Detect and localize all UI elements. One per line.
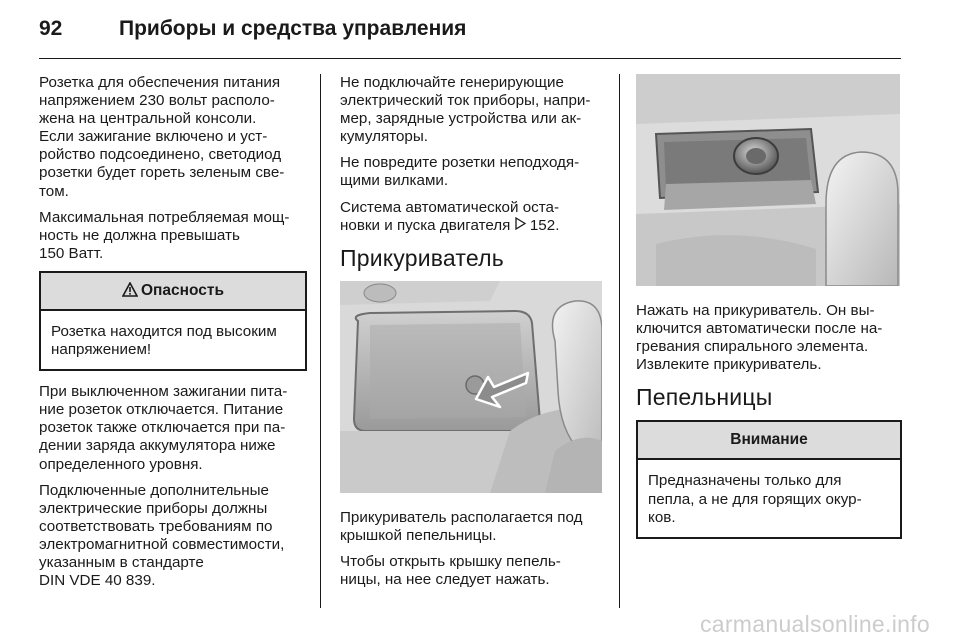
lighter-illustration [636, 74, 900, 286]
page-reference-icon [515, 217, 526, 230]
text-line: Система автоматической оста- [340, 198, 560, 216]
paragraph-max-power [39, 209, 307, 263]
notice-box-title: Внимание [730, 431, 808, 449]
header-rule [39, 58, 901, 59]
danger-box-title: Опасность [140, 281, 225, 299]
column-3 [636, 74, 902, 551]
paragraph-no-generators [340, 74, 606, 146]
text-line: Чтобы открыть крышку пепель- [340, 553, 561, 571]
text-line: указанным в стандарте [39, 553, 204, 571]
text-line: дении заряда аккумулятора ниже [39, 437, 276, 455]
ashtray-cover-illustration [340, 281, 602, 493]
text-line: электрические приборы должны [39, 499, 268, 517]
text-line: ность не должна превышать [39, 226, 240, 244]
page-reference-link[interactable]: 152. [529, 216, 560, 234]
text-line: Не повредите розетки неподходя- [340, 154, 580, 172]
text-line: пепла, а не для горящих окур- [648, 490, 862, 508]
text-line: Подключенные дополнительные [39, 481, 269, 499]
text-line: Не подключайте генерирующие [340, 74, 564, 91]
paragraph-no-damage [340, 154, 606, 190]
text-line: Розетка для обеспечения питания [39, 74, 281, 91]
lighter-photo [636, 74, 900, 286]
text-line: щими вилками. [340, 172, 449, 190]
column-1 [39, 74, 307, 598]
text-line: том. [39, 182, 69, 200]
warning-triangle-icon [122, 282, 138, 297]
text-line: розеток также отключается при па- [39, 419, 286, 437]
text-line: определенного уровня. [39, 455, 203, 473]
paragraph-lighter-location [340, 509, 606, 545]
text-line: кумуляторы. [340, 128, 429, 146]
text-line: При выключенном зажигании пита- [39, 383, 288, 401]
text-line: ков. [648, 508, 676, 526]
text-line: Розетка находится под высоким [51, 322, 277, 340]
text-line: розетки будет гореть зеленым све- [39, 164, 285, 182]
text-line: Предназначены только для [648, 472, 842, 490]
paragraph-ignition-off [39, 383, 307, 473]
paragraph-press-lighter [636, 302, 902, 374]
column-divider-1 [320, 74, 321, 608]
text-line: соответствовать требованиям по [39, 517, 273, 535]
column-2 [340, 74, 606, 597]
page-title: Приборы и средства управления [119, 17, 467, 40]
paragraph-stop-start [340, 199, 606, 235]
danger-box [39, 271, 307, 371]
ashtray-cover-photo [340, 281, 602, 493]
text-line: DIN VDE 40 839. [39, 572, 156, 590]
text-line: крышкой пепельницы. [340, 526, 497, 544]
heading-cigarette-lighter: Прикуриватель [340, 244, 504, 271]
text-line: Если зажигание включено и уст- [39, 128, 268, 146]
text-line: новки и пуска двигателя [340, 216, 511, 234]
text-line: электрический ток приборы, напри- [340, 92, 591, 110]
watermark: carmanualsonline.info [699, 611, 930, 637]
paragraph-open-cover [340, 553, 606, 589]
notice-box-header [638, 422, 900, 460]
page-number: 92 [39, 17, 63, 40]
notice-box [636, 420, 902, 538]
text-line: гревания спирального элемента. [636, 338, 869, 356]
text-line: напряжением! [51, 341, 152, 359]
danger-box-body [41, 311, 305, 369]
text-line: ницы, на нее следует нажать. [340, 571, 550, 589]
text-line: Извлеките прикуриватель. [636, 356, 822, 374]
paragraph-emc [39, 482, 307, 591]
paragraph-socket-description [39, 74, 307, 201]
text-line: Максимальная потребляемая мощ- [39, 208, 290, 226]
text-line: напряжением 230 вольт располо- [39, 92, 275, 110]
text-line: ние розеток отключается. Питание [39, 401, 284, 419]
text-line: мер, зарядные устройства или ак- [340, 110, 582, 128]
text-line: ключится автоматически после на- [636, 320, 883, 338]
text-line: ройство подсоединено, светодиод [39, 146, 282, 164]
text-line: 150 Ватт. [39, 244, 104, 262]
danger-box-header [41, 273, 305, 311]
heading-ashtrays: Пепельницы [636, 384, 773, 411]
text-line: электромагнитной совместимости, [39, 535, 285, 553]
column-divider-2 [619, 74, 620, 608]
notice-box-body [638, 460, 900, 536]
text-line: Нажать на прикуриватель. Он вы- [636, 302, 875, 319]
text-line: жена на центральной консоли. [39, 110, 257, 128]
page-header [39, 14, 901, 54]
text-line: Прикуриватель располагается под [340, 508, 583, 526]
